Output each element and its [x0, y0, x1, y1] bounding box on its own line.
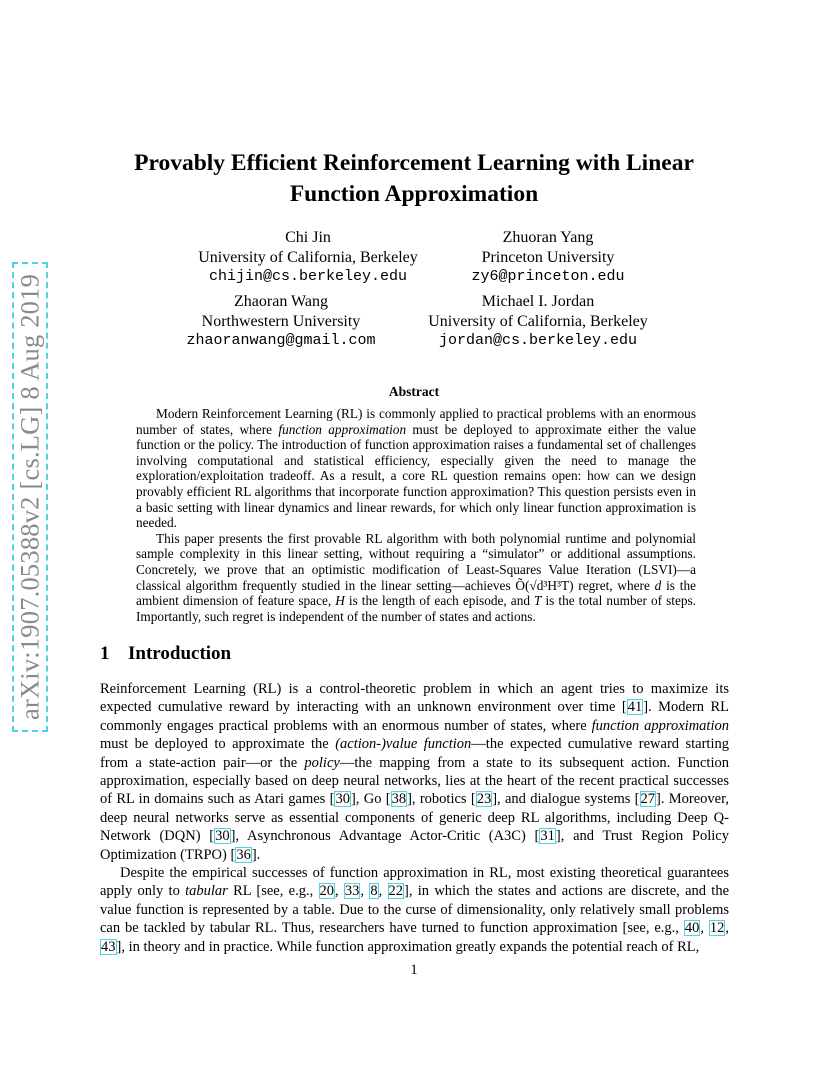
author-block: [131, 292, 431, 351]
citation-link[interactable]: 8: [370, 883, 378, 900]
title-line-1: Provably Efficient Reinforcement Learning with Linear: [134, 150, 694, 176]
page-number: 1: [410, 962, 418, 978]
author-name: Zhuoran Yang: [502, 229, 594, 246]
intro-paragraph: Reinforcement Learning (RL) is a control-theoretic problem in which an agent tries to maximize its expected cumulative reward by interacting with an unknown environment over time [41]. Modern RL commonly engages practical problems with an enormous number of states, where function approximation must be deployed to approximate the (action-)value function—the expected cumulative reward starting from a state-action pair—or the policy—the mapping from a state to its subsequent action. Function approximation, especially based on deep neural networks, lies at the heart of the recent practical successes of RL in domains such as Atari games [30], Go [38], robotics [23], and dialogue systems [27]. Moreover, deep neural networks serve as essential components of generic deep RL algorithms, including Deep Q-Network (DQN) [30], Asynchronous Advantage Actor-Critic (A3C) [31], and Trust Region Policy Optimization (TRPO) [36].: [100, 681, 730, 863]
author-affiliation: Princeton University: [481, 248, 615, 266]
arxiv-identifier[interactable]: arXiv:1907.05388v2 [cs.LG] 8 Aug 2019: [14, 273, 45, 721]
citation-link[interactable]: 12: [709, 920, 725, 937]
section-number: 1: [100, 643, 110, 664]
author-email[interactable]: zhaoranwang@gmail.com: [186, 332, 376, 349]
title-line-2: Function Approximation: [289, 181, 539, 207]
abstract-paragraph: Modern Reinforcement Learning (RL) is commonly applied to practical problems with an enormous number of states, where function approximation must be deployed to approximate either the value function or the policy. The introduction of function approximation raises a fundamental set of challenges involving computational and statistical efficiency, especially given the need to manage the exploration/exploitation tradeoff. As a result, a core RL question remains open: how can we design provably efficient RL algorithms that incorporate function approximation? This question persists even in a basic setting with linear dynamics and linear rewards, for which only linear function approximation is needed.: [136, 406, 696, 531]
citation-link[interactable]: 20: [319, 883, 334, 900]
citation-link[interactable]: 30: [335, 791, 350, 808]
introduction-body: [100, 680, 729, 956]
author-affiliation: University of California, Berkeley: [428, 312, 648, 330]
citation-link[interactable]: 43: [101, 938, 116, 955]
intro-paragraph: Despite the empirical successes of function approximation in RL, most existing theoretical guarantees apply only to tabular RL [see, e.g., 20, 33, 8, 22], in which the states and actions are discrete, and the value function is represented by a table. Due to the curse of dimensionality, only relatively small problems can be tackled by tabular RL. Thus, researchers have turned to function approximation [see, e.g., 40, 12, 43], in theory and in practice. While function approximation greatly expands the potential reach of RL,: [100, 865, 730, 955]
author-name: Michael I. Jordan: [481, 293, 595, 310]
citation-link[interactable]: 38: [391, 791, 407, 808]
abstract-body: [136, 406, 696, 624]
author-affiliation: Northwestern University: [201, 312, 361, 330]
author-block: [398, 228, 698, 287]
author-email[interactable]: chijin@cs.berkeley.edu: [208, 268, 408, 285]
author-email[interactable]: zy6@princeton.edu: [471, 268, 625, 285]
citation-link[interactable]: 33: [344, 883, 360, 900]
regret-bound-math: Õ(√d³H³T): [515, 577, 574, 593]
abstract-heading: Abstract: [388, 384, 440, 399]
section-heading: [100, 643, 231, 665]
author-name: Chi Jin: [285, 229, 331, 246]
citation-link[interactable]: 36: [236, 846, 251, 863]
paper-title: [100, 148, 728, 210]
citation-link[interactable]: 23: [476, 791, 492, 808]
section-title: Introduction: [128, 643, 232, 664]
citation-link[interactable]: 40: [684, 920, 700, 937]
citation-link[interactable]: 27: [640, 791, 656, 808]
author-block: [388, 292, 688, 351]
abstract-paragraph: This paper presents the first provable RL algorithm with both polynomial runtime and polynomial sample complexity in this linear setting, without requiring a “simulator” or additional assumptions. Concretely, we prove that an optimistic modification of Least-Squares Value Iteration (LSVI)—a classical algorithm frequently studied in the linear setting—achieves Õ(√d³H³T) regret, where d is the ambient dimension of feature space, H is the length of each episode, and T is the total number of steps. Importantly, such regret is independent of the number of states and actions.: [136, 530, 696, 624]
citation-link[interactable]: 31: [540, 828, 555, 845]
citation-link[interactable]: 41: [627, 699, 643, 716]
citation-link[interactable]: 22: [388, 883, 404, 900]
author-name: Zhaoran Wang: [234, 293, 328, 310]
author-affiliation: University of California, Berkeley: [198, 248, 418, 266]
citation-link[interactable]: 30: [215, 828, 230, 845]
author-email[interactable]: jordan@cs.berkeley.edu: [438, 332, 638, 349]
